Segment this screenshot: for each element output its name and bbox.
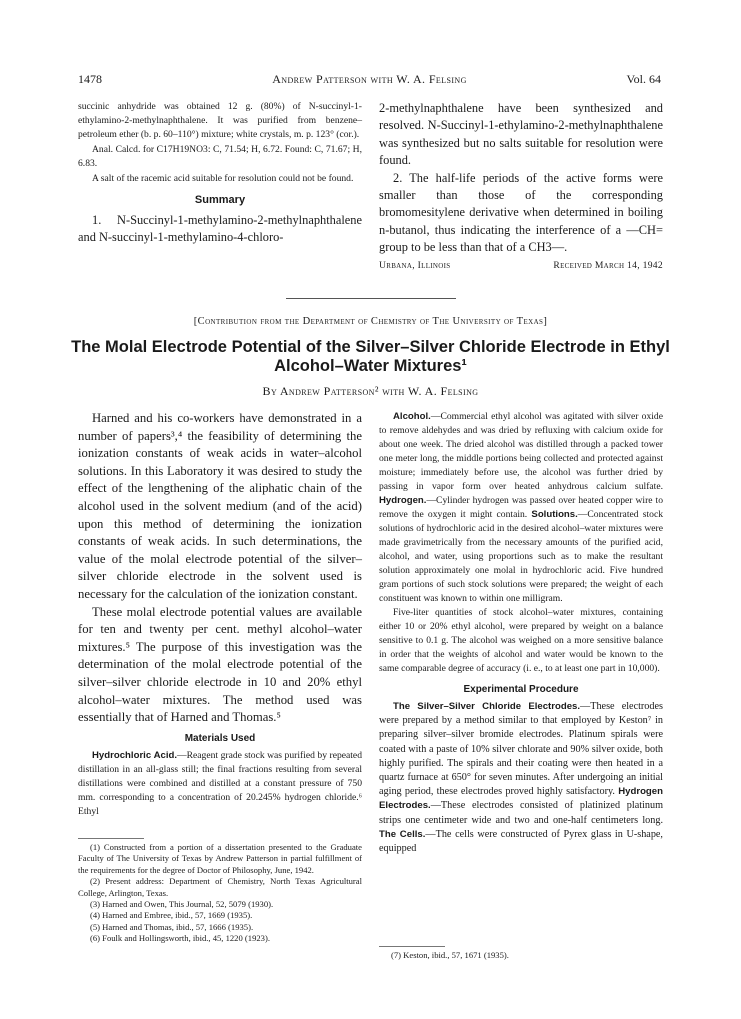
prev-paragraph: A salt of the racemic acid suitable for resolution could not be found. [92, 173, 354, 184]
prev-analysis: Anal. Calcd. for C17H19NO3: C, 71.54; H, 6.72. Found: C, 71.67; H, 6.83. [78, 144, 362, 169]
signoff-place: Urbana, Illinois [379, 259, 451, 271]
footnotes-right [379, 950, 663, 961]
hydrogen-text: —Cylinder hydrogen was passed over heated copper wire to remove the oxygen it might contain. [379, 495, 663, 520]
hydrogen-electrodes-text: —These electrodes consisted of platinized platinum strips one centimeter wide and two and one-half centimeters long. [379, 800, 663, 826]
summary-continuation: 2-methylnaphthalene have been synthesized and resolved. N-Succinyl-1-ethylamino-2-methylnaphthalene was synthesized but no salts suitable for resolution were found. [379, 101, 663, 168]
hcl-text: —Reagent grade stock was purified by repeated distillation in an all-glass still; the final fractions resulting from several distillations were combined and distilled at a constant pressure of 750 mm. corresponding to a concentration of 20.245% hydrogen chloride.⁶ Ethyl [78, 749, 362, 817]
footnote: (7) Keston, ibid., 57, 1671 (1935). [391, 950, 509, 960]
footnotes-left [78, 842, 362, 945]
cells-label: The Cells. [379, 828, 426, 840]
summary-heading: Summary [194, 194, 246, 206]
alcohol-paragraph [379, 410, 663, 606]
running-head [78, 72, 661, 88]
footnote: (1) Constructed from a portion of a dissertation presented to the Graduate Faculty of The University of Texas by Andrew Patterson in partial fulfillment of the requirements for the degree of Doctor of Philosophy, June, 1942. [78, 842, 362, 875]
footnote: (4) Harned and Embree, ibid., 57, 1669 (1935). [90, 910, 253, 921]
electrodes-paragraph [379, 700, 663, 856]
solutions-label: Solutions. [531, 509, 578, 520]
alcohol-text: —Commercial ethyl alcohol was agitated with silver oxide to remove aldehydes and was dried by refluxing with calcium oxide for about one week. The dried alcohol was distilled through a packed tower one meter long, the middle portions being collected and protected against moisture; immediately before use, the alcohol was further dried by passing in vapor form over heated anhydrous calcium sulfate. [379, 411, 663, 492]
footnote-rule [379, 946, 445, 947]
footnote-rule [78, 838, 144, 839]
footnote: (3) Harned and Owen, This Journal, 52, 5079 (1930). [90, 899, 274, 910]
footnote: (2) Present address: Department of Chemistry, North Texas Agricultural College, Arlington, Texas. [78, 876, 362, 898]
materials-heading: Materials Used [184, 732, 256, 744]
solutions-text: —Concentrated stock solutions of hydrochloric acid in the desired alcohol–water mixtures were made gravimetrically from the necessary amounts of the purified acid, alcohol, and water, using proportions such as to make the resultant solution approximately one molal in hydrochloric acid. Five hundred gram portions of such stock solutions were prepared; the weight of each constituent was known to within one milligram. [379, 509, 664, 604]
summary-item: 1. N-Succinyl-1-methylamino-2-methylnaphthalene and N-succinyl-1-methylamino-4-chloro- [78, 213, 362, 245]
article-authors: By Andrew Patterson² with W. A. Felsing [262, 384, 479, 398]
running-title: Andrew Patterson with W. A. Felsing [272, 72, 467, 86]
article-divider [286, 298, 456, 299]
materials-paragraph [78, 749, 362, 819]
intro-paragraph: Harned and his co-workers have demonstrated in a number of papers³,⁴ the feasibility of determining the ionization constants of weak acids in water–alcohol solutions. In this Laboratory it was desired to study the effect of the lengthening of the aliphatic chain of the alcohol used in the solvent medium (and of the acid) upon this method of determining the ionization constants of weak acids. In such determinations, the value of the molal electrode potential of the silver–silver chloride electrode in the solvent used is necessary for the calculation of the ionization constant. [78, 411, 362, 601]
prev-paragraph: succinic anhydride was obtained 12 g. (80%) of N-succinyl-1-ethylamino-2-methylnaphthalene. It was purified from benzene–petroleum ether (b. p. 60–110°) mixture; white crystals, m. p. 123° (cor.). [78, 101, 362, 140]
hydrogen-electrodes-label: Hydrogen Electrodes. [379, 786, 663, 812]
signoff-received: Received March 14, 1942 [553, 259, 663, 271]
footnote: (6) Foulk and Hollingsworth, ibid., 45, 1220 (1923). [90, 933, 270, 944]
five-liter-paragraph: Five-liter quantities of stock alcohol–water mixtures, containing either 10 or 20% ethyl alcohol, were prepared by weight on a balance sensitive to 0.1 g. The alcohol was weighed on a more sensitive balance in order that the weights of alcohol and water would be known to the same comparable degree of accuracy (i. e., to at least one part in 10,000). [379, 607, 663, 674]
footnote: (5) Harned and Thomas, ibid., 57, 1666 (1935). [90, 921, 254, 932]
hcl-label: Hydrochloric Acid. [92, 749, 178, 761]
article-title: The Molal Electrode Potential of the Silver–Silver Chloride Electrode in Ethyl Alcohol–Water Mixtures¹ [71, 338, 670, 375]
previous-article-left-column [78, 100, 362, 247]
intro-paragraph: These molal electrode potential values are available for ten and twenty per cent. methyl alcohol–water mixtures.⁵ The purpose of this investigation was the determination of the molal electrode potential of the silver–silver chloride electrode in 10 and 20% ethyl alcohol–water mixtures. The method used was essentially that of Harned and Thomas.⁵ [78, 604, 362, 725]
alcohol-label: Alcohol. [393, 411, 431, 422]
contribution-line: [Contribution from the Department of Chemistry of The University of Texas] [193, 316, 548, 327]
article-left-column [78, 410, 362, 819]
electrodes-text: —These electrodes were prepared by a method similar to that employed by Keston⁷ in preparing silver–silver bromide electrodes. Platinum spirals were coated with a paste of 10% silver chlorate and 90% silver oxide, both highly purified. The spirals and their coating were then heated in a quartz furnace at 650° for seven minutes. After undergoing an initial aging period, these electrodes proved highly satisfactory. [379, 701, 663, 798]
page-number: 1478 [78, 72, 102, 86]
experimental-heading: Experimental Procedure [463, 684, 579, 695]
hydrogen-label: Hydrogen. [379, 495, 427, 506]
electrodes-label: The Silver–Silver Chloride Electrodes. [393, 701, 581, 712]
summary-item: 2. The half-life periods of the active forms were smaller than those of the corresponding bromomesitylene derivative when determined in boiling n-butanol, thus indicating the interference of a —CH= group to be less than that of a CH3—. [379, 170, 663, 255]
cells-text: —The cells were constructed of Pyrex glass in U-shape, equipped [379, 828, 663, 855]
article-right-column [379, 410, 663, 856]
signoff [379, 260, 663, 271]
previous-article-right-column [379, 100, 663, 271]
volume-label: Vol. 64 [626, 72, 661, 86]
